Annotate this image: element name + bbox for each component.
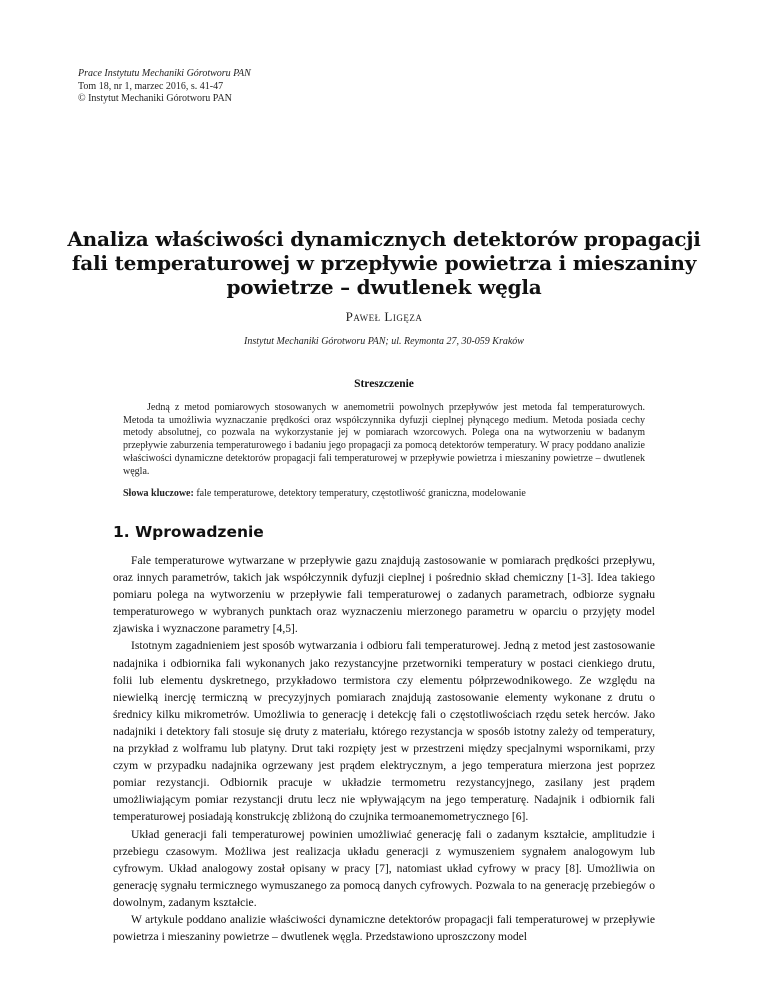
- paragraph: Układ generacji fali temperaturowej powinien umożliwiać generację fali o zadanym kształcie, amplitudzie i przebiegu czasowym. Możliwa jest realizacja układu generacji z wymuszeniem sygnałem analogowym lub cyfrowym. Układ analogowy został opisany w pracy [7], natomiast układ cyfrowy w pracy [8]. Umożliwia on generację sygnału termicznego wymuszanego za pomocą danych cyfrowych. Pozwala to na generację przebiegów o dowolnym, zadanym kształcie.: [113, 827, 655, 909]
- abstract-heading: Streszczenie: [354, 378, 414, 390]
- title-line: powietrze – dwutlenek węgla: [226, 275, 542, 299]
- author-name: Paweł Ligęza: [345, 309, 423, 324]
- paragraph: W artykule poddano analizie właściwości dynamiczne detektorów propagacji fali temperaturowej w przepływie powietrza i mieszaniny powietrze – dwutlenek węgla. Przedstawiono uproszczony model: [113, 912, 655, 944]
- abstract-text: Jedną z metod pomiarowych stosowanych w anemometrii powolnych przepływów jest metoda fal temperaturowych. Metoda ta umożliwia wyznaczanie prędkości oraz współczynnika dyfuzji cieplnej płynącego medium. Metoda posiada cechy metody absolutnej, co pozwala na wykorzystanie jej w pomiarach wzorcowych. Polega ona na wytworzeniu w badanym przepływie zaburzenia temperaturowego i badaniu jego propagacji za pomocą detektorów temperatury. W pracy poddano analizie właściwości dynamiczne detektorów propagacji fali temperaturowej w przepływie powietrza i mieszaniny powietrze – dwutlenek węgla.: [123, 402, 645, 477]
- author-affiliation: Instytut Mechaniki Górotworu PAN; ul. Reymonta 27, 30-059 Kraków: [244, 336, 524, 347]
- title-line: Analiza właściwości dynamicznych detektorów propagacji: [67, 227, 701, 251]
- journal-header: [78, 68, 251, 106]
- article-title: [60, 227, 708, 299]
- journal-name: Prace Instytutu Mechaniki Górotworu PAN: [78, 68, 251, 79]
- title-line: fali temperaturowej w przepływie powietrza i mieszaniny: [71, 251, 697, 275]
- volume-info: Tom 18, nr 1, marzec 2016, s. 41-47: [78, 80, 224, 92]
- keywords-label: Słowa kluczowe:: [123, 488, 194, 499]
- paragraph: Istotnym zagadnieniem jest sposób wytwarzania i odbioru fali temperaturowej. Jedną z metod jest zastosowanie nadajnika i odbiornika fali wykonanych jako rezystancyjne przetworniki temperatury w postaci cienkiego drutu, folii lub elementu dyskretnego, przykładowo termistora czy elementu półprzewodnikowego. Ze względu na niewielką inercję termiczną w precyzyjnych pomiarach znajdują zastosowanie elementy wykonane z drutu o średnicy kilku mikrometrów. Umożliwia to generację i detekcję fali o częstotliwościach rzędu setek herców. Jako nadajniki i detektory fali stosuje się druty z materiału, którego rezystancja w sposób istotny zależy od temperatury, na przykład z wolframu lub platyny. Drut taki rozpięty jest w przestrzeni między specjalnymi wspornikami, przy czym w przypadku nadajnika ogrzewany jest prądem elektrycznym, a jego temperatura mierzona jest poprzez pomiar rezystancji. Odbiornik pracuje w układzie termometru rezystancyjnego, zasilany jest prądem umożliwiającym pomiar rezystancji drutu lecz nie wpływającym na jego temperaturę. Nadajnik i odbiornik fali temperaturowej posiadają konstrukcję zbliżoną do czujnika termoanemometrycznego [6].: [113, 639, 655, 824]
- section-heading: 1. Wprowadzenie: [113, 523, 264, 541]
- copyright: © Instytut Mechaniki Górotworu PAN: [78, 93, 232, 104]
- section-body: [113, 552, 655, 945]
- paragraph: Fale temperaturowe wytwarzane w przepływie gazu znajdują zastosowanie w pomiarach prędkości przepływu, oraz innych parametrów, takich jak współczynnik dyfuzji cieplnej i pośrednio skład chemiczny [1-3]. Idea takiego pomiaru polega na wytworzeniu w przepływie fali temperaturowej o zadanych parametrach, odbiorze sygnału temperaturowego w wybranych punktach oraz wyznaczeniu mierzonego parametru w oparciu o przyjęty model zjawiska i wyznaczone parametry [4,5].: [113, 554, 655, 636]
- keywords-list: fale temperaturowe, detektory temperatury, częstotliwość graniczna, modelowanie: [196, 488, 526, 499]
- keywords: [123, 488, 645, 501]
